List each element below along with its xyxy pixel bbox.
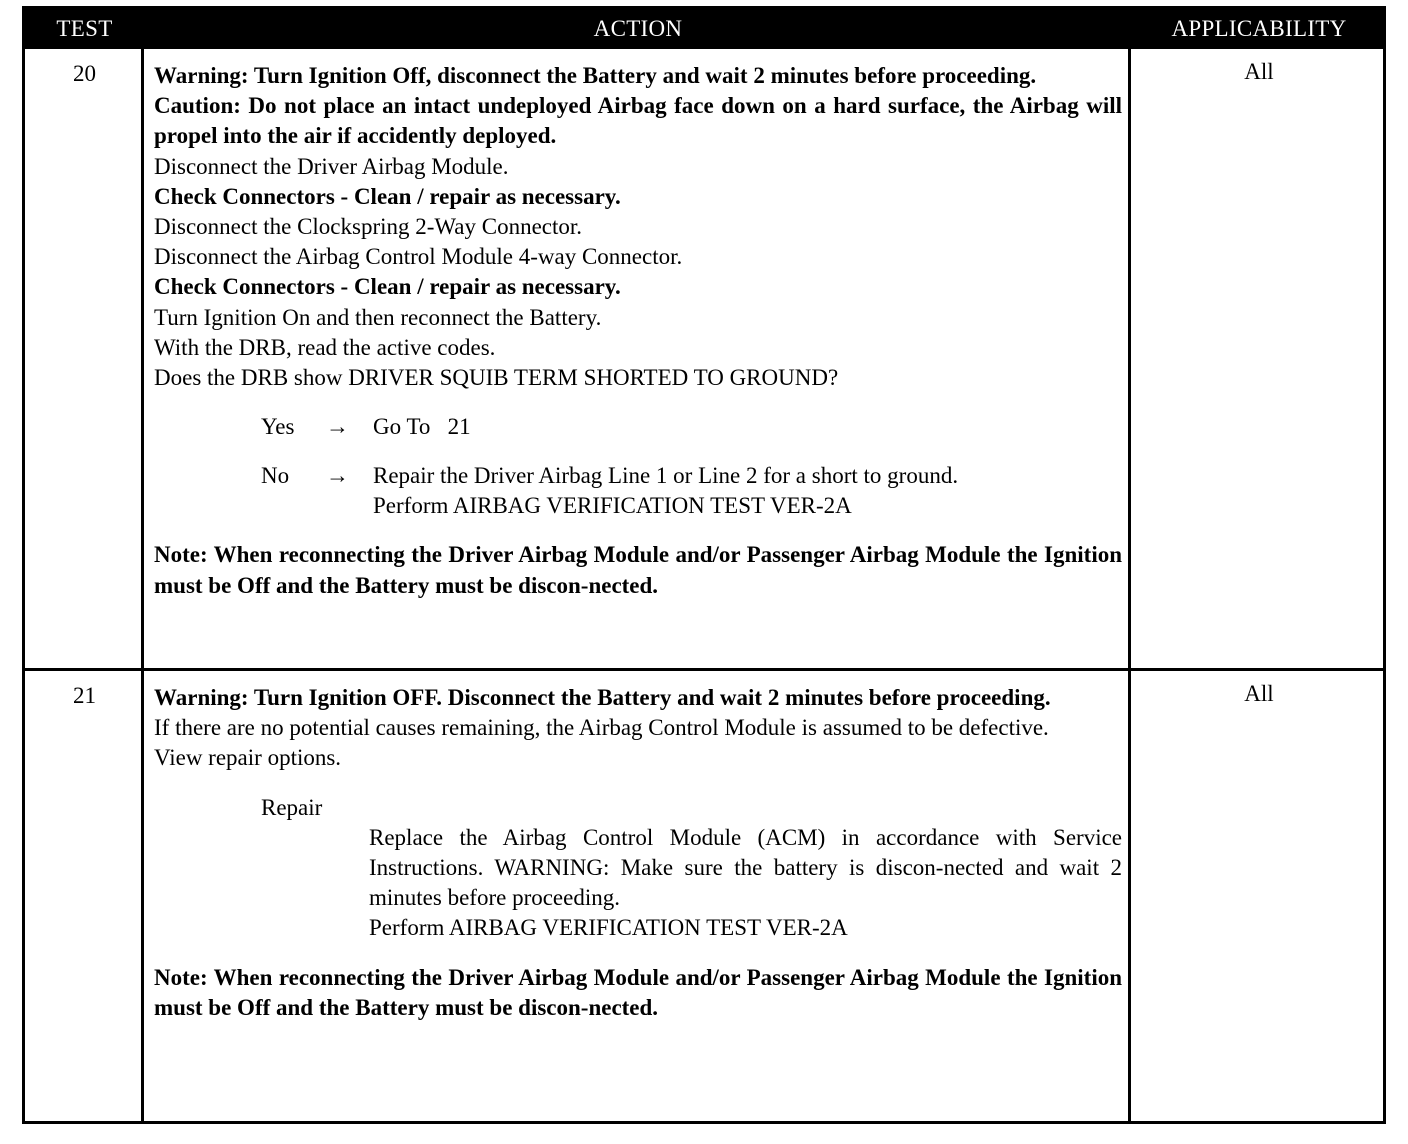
question-text: Does the DRB show DRIVER SQUIB TERM SHORTED TO GROUND? (154, 365, 839, 391)
repair-verification: Perform AIRBAG VERIFICATION TEST VER-2A (369, 915, 848, 941)
yes-option (154, 412, 1122, 442)
no-result-continued: Perform AIRBAG VERIFICATION TEST VER-2A (373, 493, 852, 519)
note-text: Note: When reconnecting the Driver Airbag Module and/or Passenger Airbag Module the Ignition must be Off and the Battery must be discon-nected. (154, 542, 1122, 598)
no-option (154, 461, 1122, 491)
no-label: No (261, 463, 290, 489)
warning-text: Warning: Turn Ignition Off, disconnect the Battery and wait 2 minutes before proceeding. (154, 63, 1037, 88)
check-connectors-text: Check Connectors - Clean / repair as necessary. (154, 274, 621, 300)
warning-text: Warning: Turn Ignition OFF. Disconnect the Battery and wait 2 minutes before proceeding. (154, 685, 1051, 710)
action-20 (154, 61, 1122, 601)
test-number-21: 21 (73, 683, 96, 708)
step-text: Disconnect the Airbag Control Module 4-way Connector. (154, 244, 683, 270)
row-divider (25, 668, 1383, 671)
note-text: Note: When reconnecting the Driver Airbag Module and/or Passenger Airbag Module the Ignition must be Off and the Battery must be discon-nected. (154, 964, 1122, 1020)
column-divider-applicability (1128, 49, 1131, 1121)
test-number-20: 20 (73, 61, 96, 86)
applicability-20: All (1244, 59, 1274, 84)
caution-text: Caution: Do not place an intact undeployed Airbag face down on a hard surface, the Airbag will propel into the air if accidently deployed. (154, 93, 1122, 149)
arrow-right-icon: → (326, 463, 349, 489)
repair-label: Repair (261, 794, 323, 820)
procedure-table (22, 6, 1386, 1124)
action-21 (154, 683, 1122, 1023)
header-applicability: APPLICABILITY (1171, 16, 1347, 41)
no-result: Repair the Driver Airbag Line 1 or Line 2 for a short to ground. (373, 463, 959, 489)
repair-instructions: Replace the Airbag Control Module (ACM) in accordance with Service Instructions. WARNING: Make sure the battery is discon-nected and wait 2 minutes before proceeding. (369, 824, 1122, 911)
column-divider-test (141, 49, 144, 1121)
table-header (25, 9, 1383, 49)
step-text: View repair options. (154, 745, 342, 771)
header-test: TEST (56, 16, 113, 41)
check-connectors-text: Check Connectors - Clean / repair as necessary. (154, 183, 621, 209)
step-text: Disconnect the Driver Airbag Module. (154, 153, 509, 179)
applicability-21: All (1244, 681, 1274, 706)
step-text: If there are no potential causes remaining, the Airbag Control Module is assumed to be defective. (154, 715, 1049, 741)
step-text: Disconnect the Clockspring 2-Way Connector. (154, 214, 583, 240)
repair-option (154, 823, 1122, 944)
header-action: ACTION (593, 16, 683, 41)
step-text: Turn Ignition On and then reconnect the Battery. (154, 304, 602, 330)
yes-result: Go To 21 (373, 414, 471, 440)
yes-label: Yes (261, 414, 295, 440)
step-text: With the DRB, read the active codes. (154, 334, 496, 360)
arrow-right-icon: → (326, 414, 349, 440)
